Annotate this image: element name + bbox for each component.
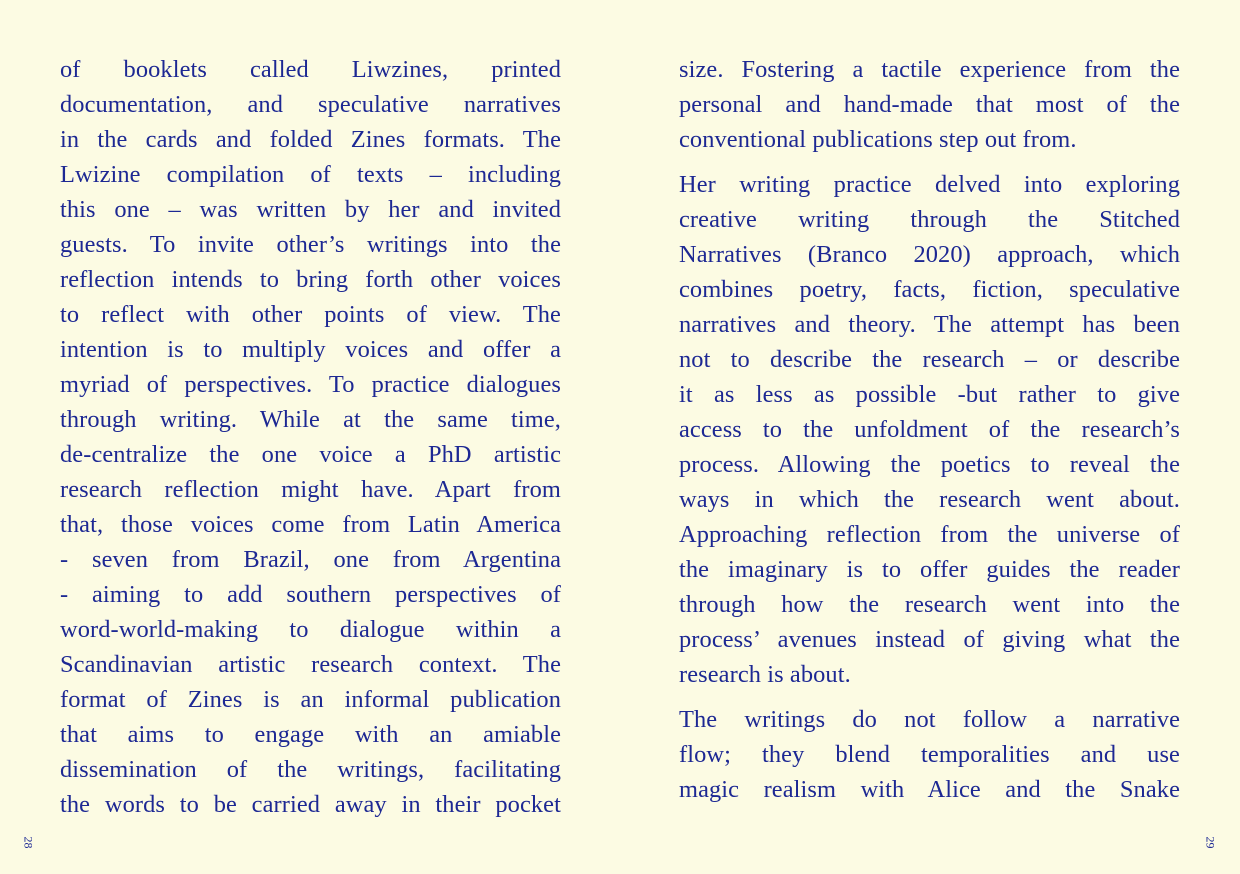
text-line: de-centralize the one voice a PhD artistic	[60, 441, 561, 468]
text-line: reflection intends to bring forth other voices	[60, 266, 561, 293]
page-number-right: 29	[1203, 836, 1218, 849]
right-paragraph-2	[679, 167, 1180, 692]
text-line: guests. To invite other’s writings into the	[60, 231, 561, 258]
text-line: research is about.	[679, 661, 851, 688]
text-line: this one – was written by her and invited	[60, 196, 561, 223]
text-line: that aims to engage with an amiable	[60, 721, 561, 748]
text-line: the imaginary is to offer guides the reader	[679, 556, 1180, 583]
text-line: the words to be carried away in their pocket	[60, 791, 561, 818]
text-line: myriad of perspectives. To practice dialogues	[60, 371, 561, 398]
text-line: Her writing practice delved into exploring	[679, 171, 1180, 198]
text-line: narratives and theory. The attempt has been	[679, 311, 1180, 338]
text-line: - aiming to add southern perspectives of	[60, 581, 561, 608]
paragraph-gap	[679, 157, 1180, 167]
text-line: process. Allowing the poetics to reveal the	[679, 451, 1180, 478]
text-line: that, those voices come from Latin America	[60, 511, 561, 538]
text-line: in the cards and folded Zines formats. The	[60, 126, 561, 153]
left-paragraph	[60, 52, 561, 822]
right-paragraph-1	[679, 52, 1180, 157]
text-line: Lwizine compilation of texts – including	[60, 161, 561, 188]
text-line: creative writing through the Stitched	[679, 206, 1180, 233]
text-line: conventional publications step out from.	[679, 126, 1077, 153]
text-line: access to the unfoldment of the research’s	[679, 416, 1180, 443]
text-line: size. Fostering a tactile experience from the	[679, 56, 1180, 83]
text-line: combines poetry, facts, fiction, speculative	[679, 276, 1180, 303]
text-line: intention is to multiply voices and offer a	[60, 336, 561, 363]
text-line: personal and hand-made that most of the	[679, 91, 1180, 118]
text-line: to reflect with other points of view. The	[60, 301, 561, 328]
page-number-left: 28	[21, 836, 36, 849]
text-line: flow; they blend temporalities and use	[679, 741, 1180, 768]
text-line: Scandinavian artistic research context. The	[60, 651, 561, 678]
text-line: - seven from Brazil, one from Argentina	[60, 546, 561, 573]
text-line: it as less as possible -but rather to give	[679, 381, 1180, 408]
text-line: ways in which the research went about.	[679, 486, 1180, 513]
text-line: documentation, and speculative narratives	[60, 91, 561, 118]
text-line: process’ avenues instead of giving what the	[679, 626, 1180, 653]
right-paragraph-3	[679, 702, 1180, 807]
text-line: The writings do not follow a narrative	[679, 706, 1180, 733]
text-line: research reflection might have. Apart from	[60, 476, 561, 503]
text-line: Narratives (Branco 2020) approach, which	[679, 241, 1180, 268]
text-line: through how the research went into the	[679, 591, 1180, 618]
text-line: of booklets called Liwzines, printed	[60, 56, 561, 83]
text-line: magic realism with Alice and the Snake	[679, 776, 1180, 803]
text-line: not to describe the research – or describe	[679, 346, 1180, 373]
right-page	[679, 52, 1180, 807]
text-line: through writing. While at the same time,	[60, 406, 561, 433]
text-line: dissemination of the writings, facilitating	[60, 756, 561, 783]
left-page	[60, 52, 561, 822]
paragraph-gap	[679, 692, 1180, 702]
text-line: Approaching reflection from the universe of	[679, 521, 1180, 548]
text-line: format of Zines is an informal publication	[60, 686, 561, 713]
text-line: word-world-making to dialogue within a	[60, 616, 561, 643]
